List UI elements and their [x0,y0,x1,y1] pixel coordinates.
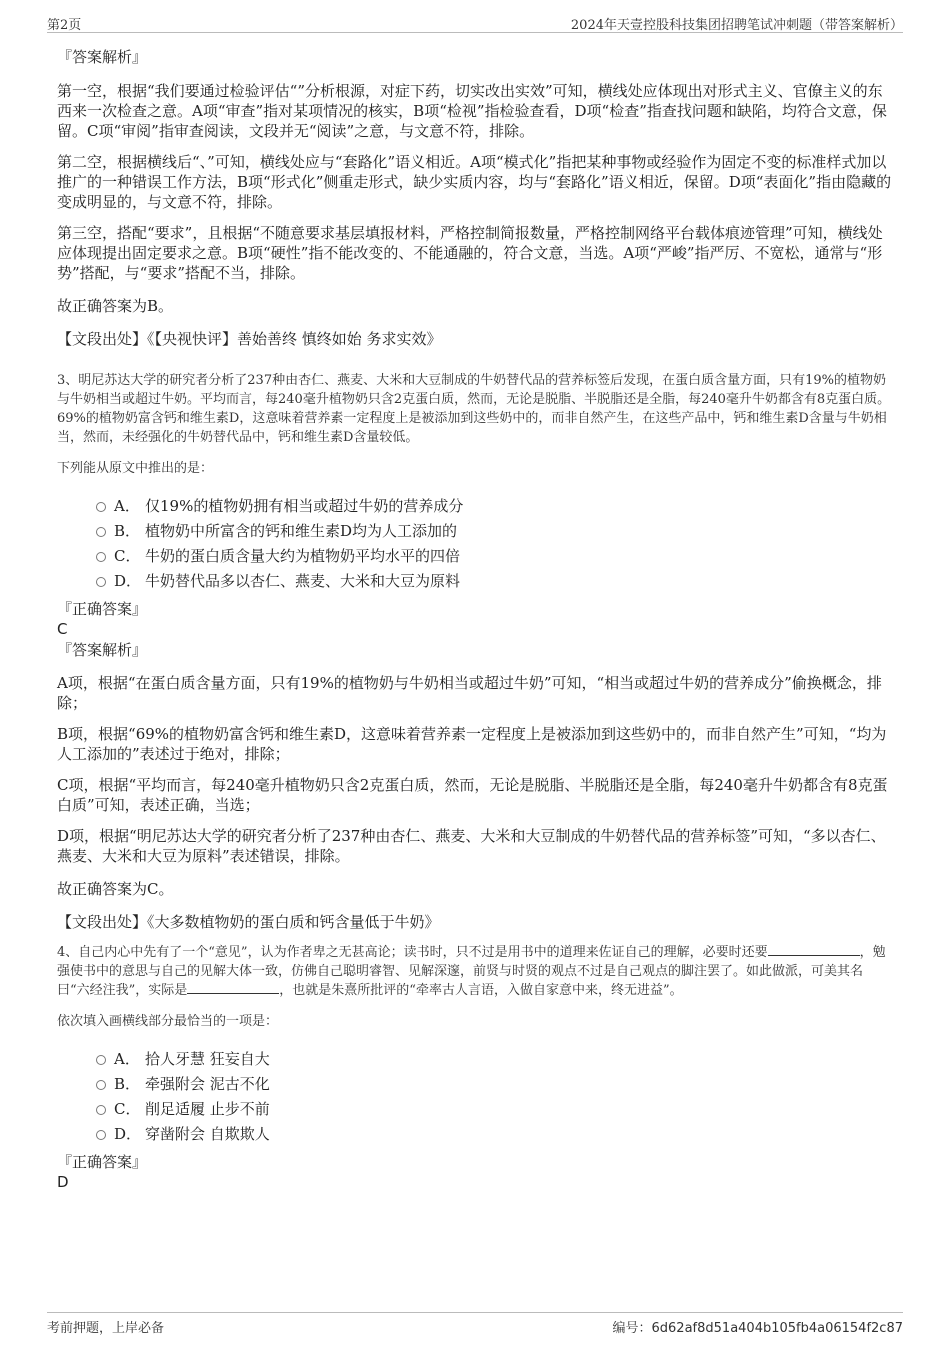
q2-conclusion: 故正确答案为B。 [57,297,174,315]
q3-option-c[interactable]: C． 牛奶的蛋白质含量大约为植物奶平均水平的四倍 [57,544,895,569]
q3-answer-label: 『正确答案』 [57,600,148,618]
q4-stem: 4、自己内心中先有了一个“意见”，认为作者卑之无甚高论；读书时，只不过是用书中的道理来佐证自己的理解，必要时还要 ，勉强使书中的意思与自己的见解大体一致，仿佛自己聪明睿智、见解深邃，前贤与时贤的观点不过是自己观点的脚注罢了。如此做派，可美其名曰“六经注我”，实际是 ，也就是朱熹所批评的“牵率古人言语，入做自家意中来，终无进益”。 [57,945,886,998]
q4-prompt: 依次填入画横线部分最恰当的一项是： [57,1014,279,1029]
q3-analysis-a: A项，根据“在蛋白质含量方面，只有19%的植物奶与牛奶相当或超过牛奶”可知，“相当或超过牛奶的营养成分”偷换概念，排除； [57,674,882,712]
q3-source: 【文段出处】《大多数植物奶的蛋白质和钙含量低于牛奶》 [57,913,440,931]
q4-answer-label: 『正确答案』 [57,1153,148,1171]
q3-option-a[interactable]: A． 仅19%的植物奶拥有相当或超过牛奶的营养成分 [57,494,895,519]
radio-icon[interactable] [96,527,106,537]
q3-option-d[interactable]: D． 牛奶替代品多以杏仁、燕麦、大米和大豆为原料 [57,569,895,594]
radio-icon[interactable] [96,502,106,512]
fill-blank-1 [768,943,860,956]
radio-icon[interactable] [96,1130,106,1140]
radio-icon[interactable] [96,577,106,587]
q4-option-b[interactable]: B． 牵强附会 泥古不化 [57,1072,895,1097]
radio-icon[interactable] [96,1055,106,1065]
q4-options [57,1047,895,1147]
document-title: 2024年天壹控股科技集团招聘笔试冲刺题（带答案解析） [570,18,903,33]
q3-analysis-label: 『答案解析』 [57,641,148,659]
q4-option-a[interactable]: A． 拾人牙慧 狂妄自大 [57,1047,895,1072]
q3-analysis-c: C项，根据“平均而言，每240毫升植物奶只含2克蛋白质，然而，无论是脱脂、半脱脂还是全脂，每240毫升牛奶都含有8克蛋白质”可知，表述正确，当选； [57,776,888,814]
document-serial: 编号：6d62af8d51a404b105fb4a06154f2c87 [612,1321,903,1336]
q2-analysis-p2: 第二空，根据横线后“、”可知，横线处应与“套路化”语义相近。A项“模式化”指把某种事物或经验作为固定不变的标准样式加以推广的一种错误工作方法，B项“形式化”侧重走形式，缺少实质内容，均与“套路化”语义相近，保留。D项“表面化”指由隐藏的变成明显的，与文意不符，排除。 [57,153,892,211]
q3-options [57,494,895,594]
q4-option-c[interactable]: C． 削足适履 止步不前 [57,1097,895,1122]
q2-analysis-p3: 第三空，搭配“要求”，且根据“不随意要求基层填报材料，严格控制简报数量，严格控制网络平台载体痕迹管理”可知，横线处应体现提出固定要求之意。B项“硬性”指不能改变的、不能通融的，符合文意，当选。A项“严峻”指严厉、不宽松，通常与“形势”搭配，与“要求”搭配不当，排除。 [57,224,883,282]
radio-icon[interactable] [96,1105,106,1115]
page-footer [47,1312,903,1336]
q3-prompt: 下列能从原文中推出的是： [57,461,214,476]
q4-answer: D [57,1173,69,1191]
fill-blank-2 [187,981,279,994]
radio-icon[interactable] [96,552,106,562]
q3-conclusion: 故正确答案为C。 [57,880,174,898]
q2-source: 【文段出处】《【央视快评】善始善终 慎终如始 务求实效》 [57,330,442,348]
q3-analysis-d: D项，根据“明尼苏达大学的研究者分析了237种由杏仁、燕麦、大米和大豆制成的牛奶替代品的营养标签”可知，“多以杏仁、燕麦、大米和大豆为原料”表述错误，排除。 [57,827,886,865]
q3-analysis-b: B项，根据“69%的植物奶富含钙和维生素D，这意味着营养素一定程度上是被添加到这些奶中的，而非自然产生”可知，“均为人工添加的”表述过于绝对，排除； [57,725,887,763]
footer-slogan: 考前押题，上岸必备 [47,1321,165,1336]
q4-option-d[interactable]: D． 穿凿附会 自欺欺人 [57,1122,895,1147]
q3-stem: 3、明尼苏达大学的研究者分析了237种由杏仁、燕麦、大米和大豆制成的牛奶替代品的营养标签后发现，在蛋白质含量方面，只有19%的植物奶与牛奶相当或超过牛奶。平均而言，每240毫升植物奶只含2克蛋白质，然而，无论是脱脂、半脱脂还是全脂，每240毫升牛奶都含有8克蛋白质。69%的植物奶富含钙和维生素D，这意味着营养素一定程度上是被添加到这些奶中的，而非自然产生，在这些产品中，钙和维生素D含量与牛奶相当，然而，未经强化的牛奶替代品中，钙和维生素D含量较低。 [57,373,891,445]
page-number: 第2页 [47,18,82,33]
q2-analysis-p1: 第一空，根据“我们要通过检验评估“”分析根源，对症下药，切实改出实效”可知，横线处应体现出对形式主义、官僚主义的东西来一次检查之意。A项“审查”指对某项情况的核实，B项“检视”指检验查看，D项“检查”指查找问题和缺陷，均符合文意，保留。C项“审阅”指审查阅读，文段并无“阅读”之意，与文意不符，排除。 [57,82,887,140]
page-header [47,12,903,33]
q2-analysis-label: 『答案解析』 [57,48,148,66]
q3-option-b[interactable]: B． 植物奶中所富含的钙和维生素D均为人工添加的 [57,519,895,544]
radio-icon[interactable] [96,1080,106,1090]
q3-answer: C [57,620,68,638]
page-content [57,45,895,1192]
